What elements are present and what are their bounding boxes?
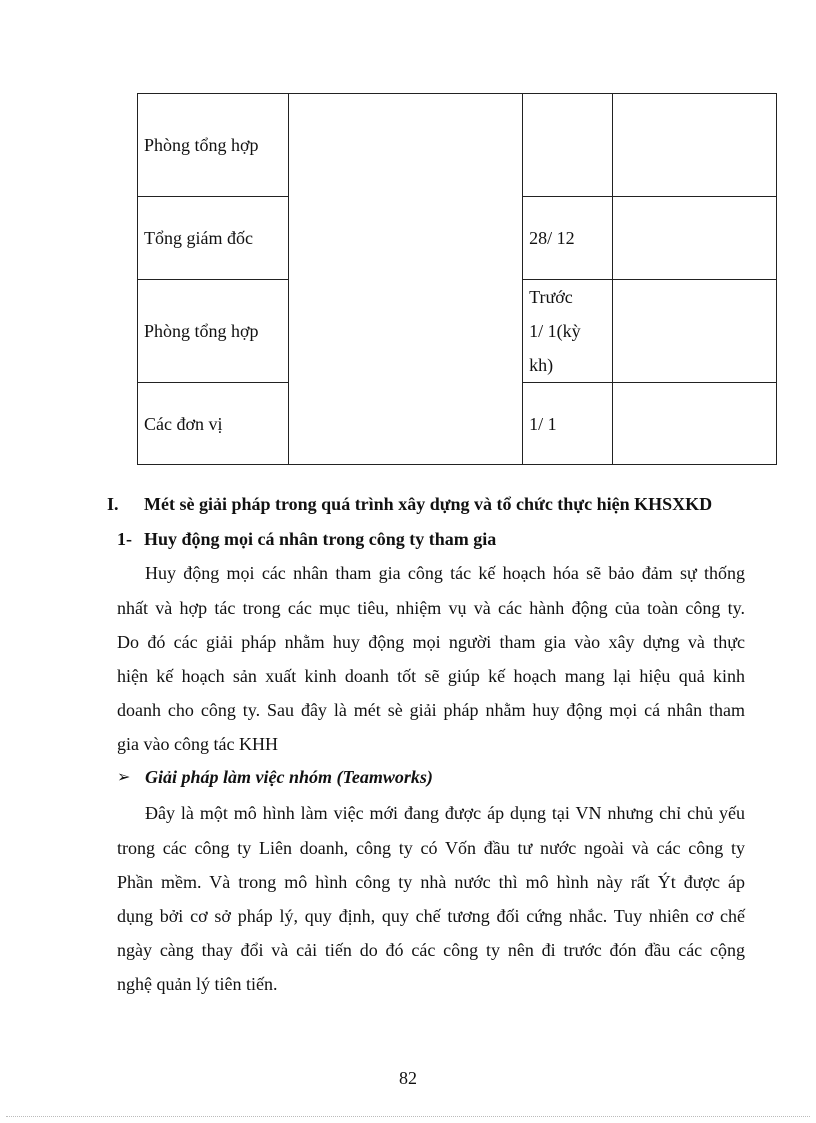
bullet-title: Giải pháp làm việc nhóm (Teamworks) (145, 767, 433, 787)
table-cell-time (523, 280, 613, 383)
table-cell-note (613, 197, 777, 280)
table-cell-note (613, 383, 777, 465)
paragraph-line: hiện kế hoạch sản xuất kinh doanh tốt sẽ giúp kế hoạch mang lại hiệu quả kinh (117, 666, 745, 686)
time-line: 1/ 1(kỳ (529, 321, 581, 341)
table-cell-unit: Tổng giám đốc (138, 197, 289, 280)
paragraph-line: Đây là một mô hình làm việc mới đang được áp dụng tại VN nhưng chỉ chủ yếu (145, 803, 745, 823)
table-cell-unit: Phòng tổng hợp (138, 94, 289, 197)
paragraph-line: trong các công ty Liên doanh, công ty có Vốn đầu tư nước ngoài và các công ty (117, 838, 745, 858)
table-cell-unit: Các đơn vị (138, 383, 289, 465)
paragraph-line: ngày càng thay đổi và cải tiến do đó các công ty nên đi trước đón đầu các cộng (117, 940, 745, 960)
table-row (138, 94, 777, 197)
section-title: Mét sè giải pháp trong quá trình xây dựng và tổ chức thực hiện KHSXKD (144, 494, 713, 514)
table-cell-note (613, 280, 777, 383)
paragraph-line: Huy động mọi các nhân tham gia công tác kế hoạch hóa sẽ bảo đảm sự thống (145, 563, 745, 583)
section-number: I. (107, 494, 119, 514)
page-number: 82 (399, 1068, 417, 1088)
paragraph-line: nghệ quản lý tiên tiến. (117, 974, 278, 994)
paragraph-line: doanh cho công ty. Sau đây là mét sè giải pháp nhằm huy động mọi cá nhân tham (117, 700, 745, 720)
subsection-heading (117, 529, 497, 550)
paragraph-line: dụng bởi cơ sở pháp lý, quy định, quy chế tương đối cứng nhắc. Tuy nhiên cơ chế (117, 906, 745, 926)
subsection-number: 1- (117, 529, 132, 549)
time-line: kh) (529, 355, 554, 375)
subsection-title: Huy động mọi cá nhân trong công ty tham gia (144, 529, 497, 549)
table-cell-time (523, 94, 613, 197)
time-line: Trước (529, 287, 573, 307)
paragraph-line: gia vào công tác KHH (117, 734, 278, 754)
page-bottom-divider (6, 1116, 810, 1117)
table-cell-time: 28/ 12 (523, 197, 613, 280)
section-heading (107, 494, 713, 515)
table-cell-note (613, 94, 777, 197)
paragraph-line: nhất và hợp tác trong các mục tiêu, nhiệm vụ và các hành động của toàn công ty. (117, 598, 745, 618)
paragraph-line: Phần mềm. Và trong mô hình công ty nhà nước thì mô hình này rất Ýt được áp (117, 872, 745, 892)
arrow-bullet-icon: ➢ (117, 769, 131, 786)
table-cell-content (288, 94, 522, 465)
table-cell-time: 1/ 1 (523, 383, 613, 465)
plan-table (137, 93, 777, 465)
table-cell-unit: Phòng tổng hợp (138, 280, 289, 383)
paragraph-line: Do đó các giải pháp nhằm huy động mọi người tham gia vào xây dựng và thực (117, 632, 745, 652)
